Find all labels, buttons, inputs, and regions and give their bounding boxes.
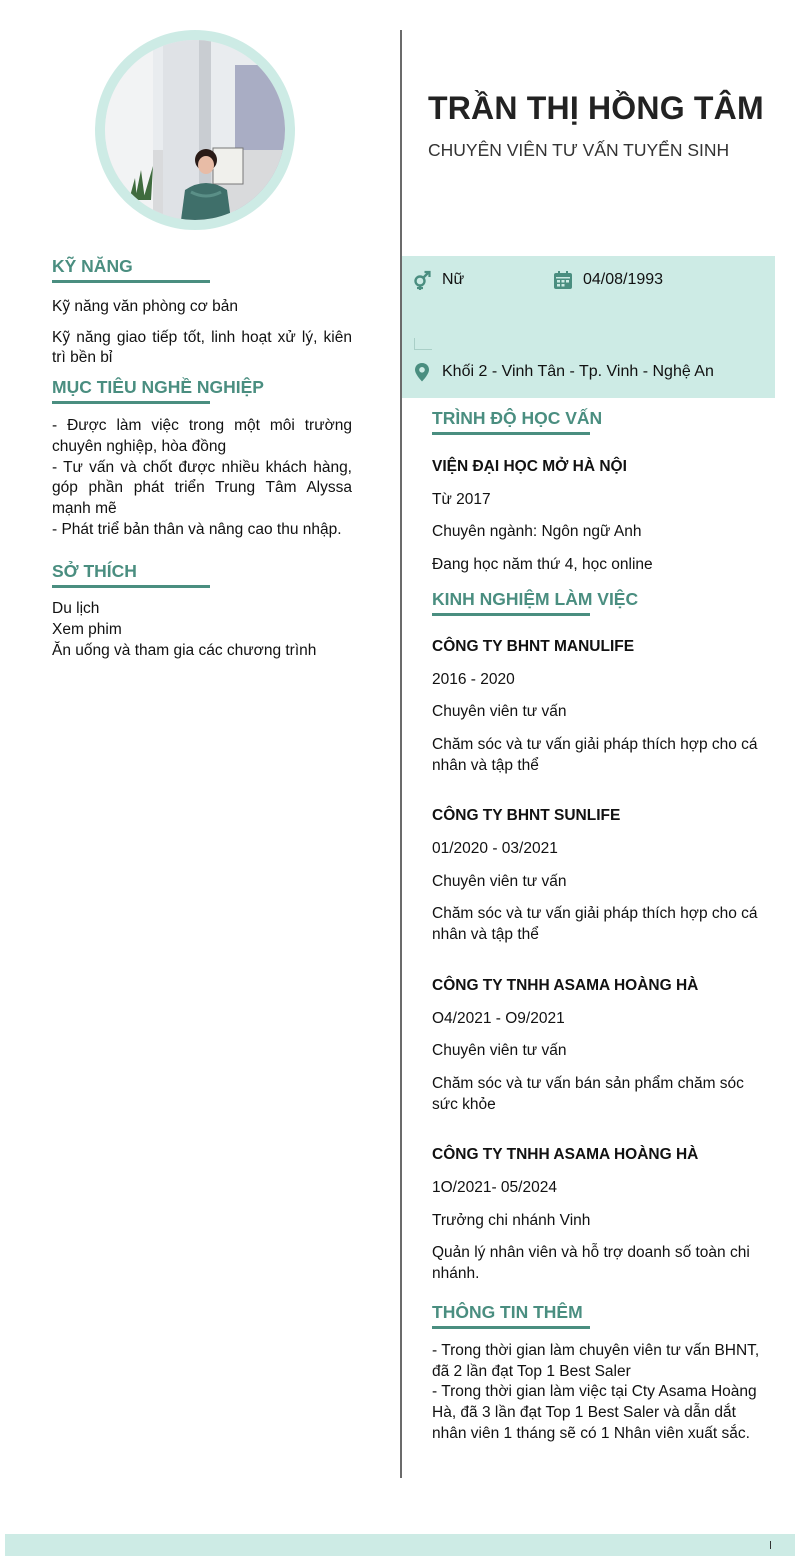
extra-info-text: - Trong thời gian làm chuyên viên tư vấn BHNT, đã 2 lần đạt Top 1 Best Saler - Trong thời gian làm việc tại Cty Asama Hoàng Hà, đã 3 lần đạt Top 1 Best Saler và dẫn dắt nhân viên 1 tháng sẽ có 1 Nhân viên xuất sắc.	[432, 1341, 760, 1442]
objective-section	[52, 376, 352, 540]
school-name: VIỆN ĐẠI HỌC MỞ HÀ NỘI	[432, 458, 627, 475]
location-pin-icon	[412, 362, 432, 382]
skills-section	[52, 255, 352, 369]
job-role: Chuyên viên tư vấn	[432, 1042, 567, 1060]
job-entry	[432, 976, 762, 1116]
skill-item: Kỹ năng giao tiếp tốt, linh hoạt xử lý, kiên trì bền bỉ	[52, 328, 352, 367]
experience-section	[432, 588, 762, 1285]
job-title: CHUYÊN VIÊN TƯ VẤN TUYỂN SINH	[428, 140, 730, 160]
objective-title-underline	[52, 401, 210, 404]
hobbies-title-underline	[52, 585, 210, 588]
birthday-info	[553, 270, 663, 290]
education-major: Chuyên ngành: Ngôn ngữ Anh	[432, 523, 642, 541]
job-role: Chuyên viên tư vấn	[432, 703, 567, 721]
job-time: 1O/2021- 05/2024	[432, 1179, 557, 1197]
job-role: Trưởng chi nhánh Vinh	[432, 1211, 591, 1229]
job-entry	[432, 1145, 762, 1285]
decorative-mark	[414, 338, 432, 350]
column-divider	[400, 30, 402, 1478]
experience-title-underline	[432, 613, 590, 616]
skills-title-underline	[52, 280, 210, 283]
job-entry	[432, 806, 762, 946]
job-time: 01/2020 - 03/2021	[432, 840, 558, 858]
personal-info-panel	[402, 256, 775, 398]
job-company: CÔNG TY TNHH ASAMA HOÀNG HÀ	[432, 1146, 699, 1164]
job-time: 2016 - 2020	[432, 670, 515, 688]
education-title: TRÌNH ĐỘ HỌC VẤN	[432, 408, 603, 428]
skill-item: Kỹ năng văn phòng cơ bản	[52, 298, 238, 315]
avatar-photo	[105, 40, 285, 220]
job-time: O4/2021 - O9/2021	[432, 1009, 565, 1027]
job-description: Chăm sóc và tư vấn giải pháp thích hợp cho cá nhân và tập thể	[432, 905, 758, 944]
education-section	[432, 407, 762, 576]
hobbies-title: SỞ THÍCH	[52, 561, 137, 582]
hobbies-section	[52, 560, 352, 661]
avatar	[105, 40, 285, 220]
education-status: Đang học năm thứ 4, học online	[432, 556, 653, 574]
gender-icon	[412, 270, 432, 290]
hobby-item: Ăn uống và tham gia các chương trình	[52, 641, 317, 659]
objective-title: MỤC TIÊU NGHỀ NGHIỆP	[52, 377, 264, 398]
candidate-name: TRẦN THỊ HỒNG TÂM	[428, 90, 764, 126]
gender-info	[412, 270, 464, 290]
hobby-item: Du lịch	[52, 600, 100, 618]
job-description: Chăm sóc và tư vấn giải pháp thích hợp cho cá nhân và tập thể	[432, 735, 758, 774]
avatar-frame	[95, 30, 295, 230]
job-description: Quản lý nhân viên và hỗ trợ doanh số toàn chi nhánh.	[432, 1244, 750, 1283]
job-role: Chuyên viên tư vấn	[432, 872, 567, 890]
left-column	[52, 255, 352, 661]
job-entry	[432, 637, 762, 777]
right-column	[432, 407, 762, 1444]
extra-info-title-underline	[432, 1326, 590, 1329]
education-title-underline	[432, 432, 590, 435]
footer-bar	[5, 1534, 795, 1556]
job-company: CÔNG TY BHNT MANULIFE	[432, 637, 635, 655]
objective-text: - Được làm việc trong một môi trường chuyên nghiệp, hòa đồng - Tư vấn và chốt được nhiều khách hàng, góp phần phát triển Trung Tâm Alyssa mạnh mẽ - Phát triể bản thân và nâng cao thu nhập.	[52, 417, 352, 538]
extra-info-section	[432, 1301, 762, 1445]
birthday-value: 04/08/1993	[583, 271, 664, 288]
experience-title: KINH NGHIỆM LÀM VIỆC	[432, 588, 639, 609]
gender-value: Nữ	[442, 271, 465, 288]
job-description: Chăm sóc và tư vấn bán sản phẩm chăm sóc sức khỏe	[432, 1074, 744, 1113]
extra-info-title: THÔNG TIN THÊM	[432, 1301, 583, 1322]
job-company: CÔNG TY BHNT SUNLIFE	[432, 807, 621, 825]
job-company: CÔNG TY TNHH ASAMA HOÀNG HÀ	[432, 976, 699, 994]
address-value: Khối 2 - Vinh Tân - Tp. Vinh - Nghệ An	[442, 363, 714, 380]
calendar-icon	[553, 270, 573, 290]
hobby-item: Xem phim	[52, 621, 122, 639]
education-time: Từ 2017	[432, 490, 491, 508]
footer-mark	[770, 1541, 771, 1549]
address-info	[412, 362, 714, 382]
skills-title: KỸ NĂNG	[52, 256, 133, 276]
